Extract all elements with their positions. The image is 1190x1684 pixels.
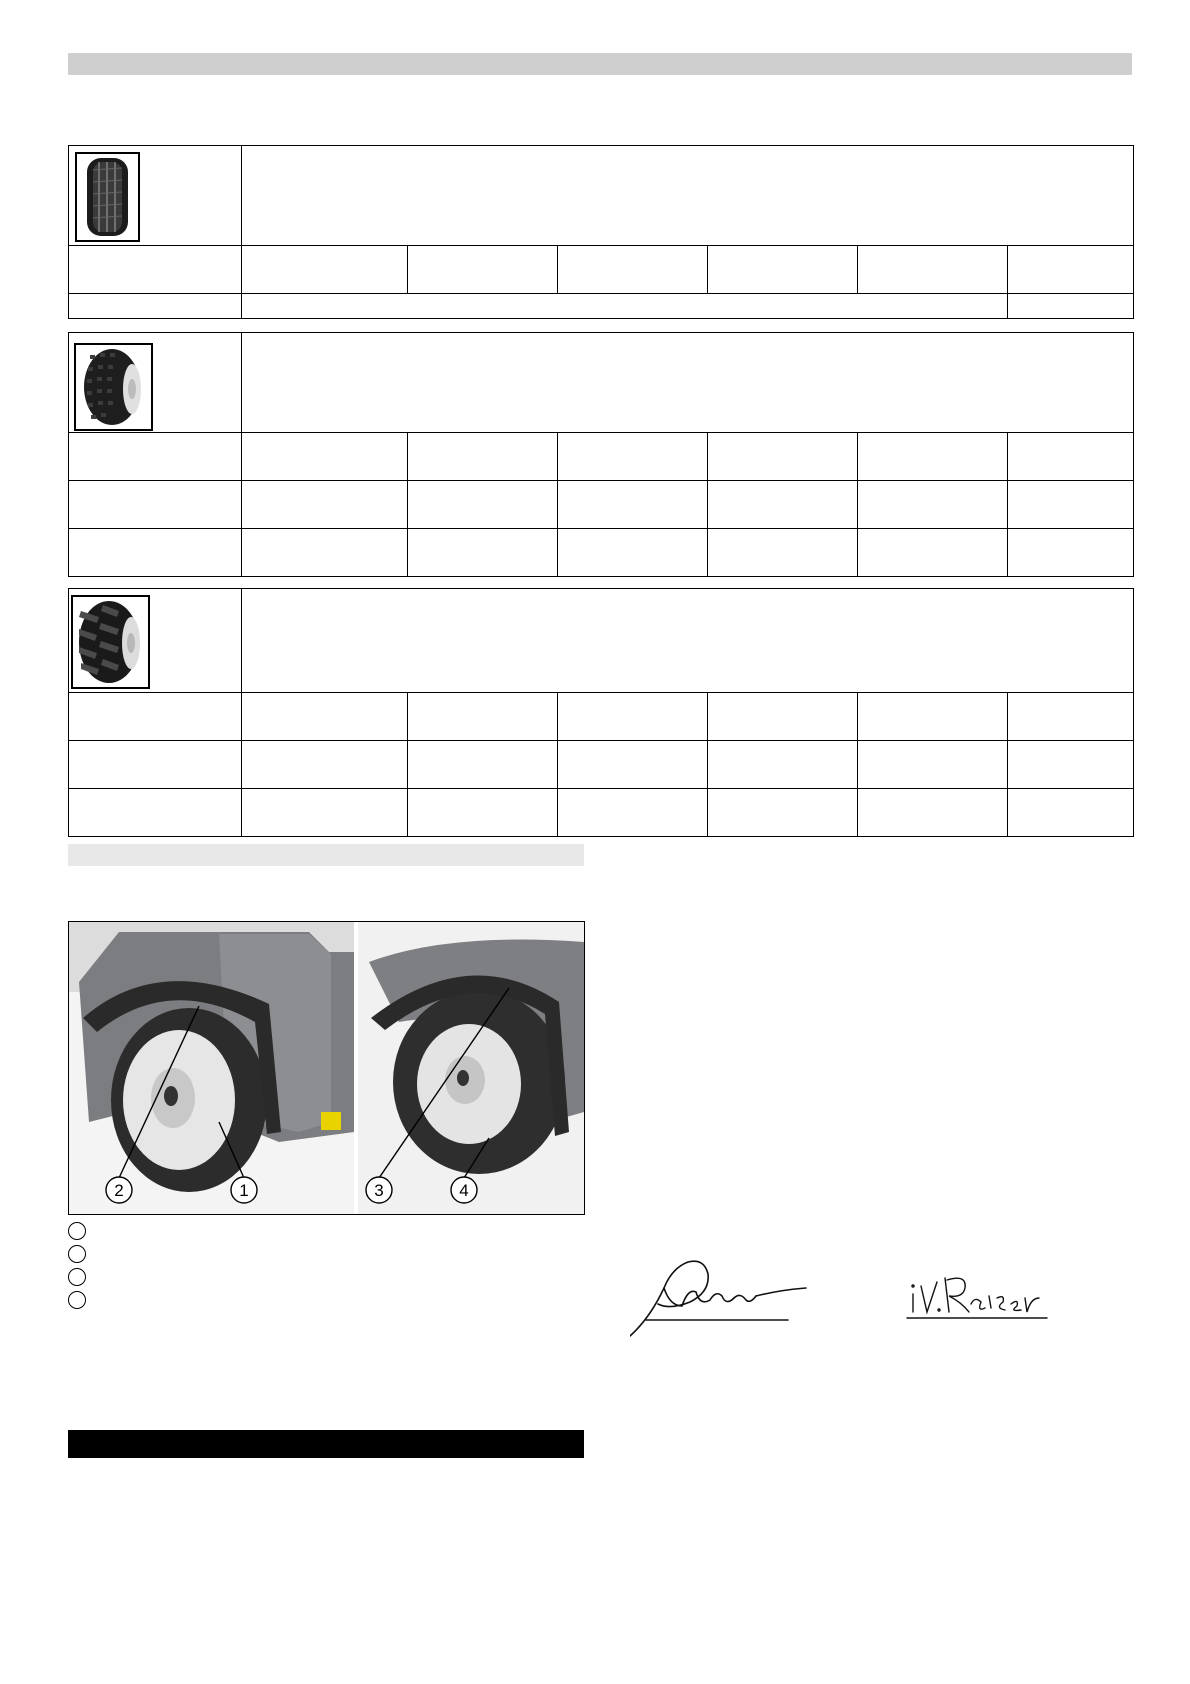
tyre-image-cell xyxy=(69,333,242,433)
table-cell xyxy=(242,481,408,529)
table-cell xyxy=(69,789,242,837)
table-cell xyxy=(408,741,558,789)
callout-label: 4 xyxy=(459,1181,469,1200)
table-cell xyxy=(558,693,708,741)
table-cell xyxy=(858,529,1008,577)
table-cell xyxy=(708,789,858,837)
subsection-bar xyxy=(68,844,584,866)
table-cell xyxy=(858,433,1008,481)
signature-left-icon xyxy=(630,1248,810,1338)
table-cell xyxy=(708,481,858,529)
table-cell xyxy=(858,481,1008,529)
road-tyre-icon xyxy=(75,152,140,242)
table-cell xyxy=(69,246,242,294)
table-cell xyxy=(1008,789,1134,837)
table-cell xyxy=(242,433,408,481)
table-cell xyxy=(558,246,708,294)
table-cell xyxy=(242,741,408,789)
legend-circle-icon xyxy=(68,1222,86,1240)
table-cell xyxy=(69,693,242,741)
turf-tyre-icon xyxy=(74,343,153,431)
table-cell xyxy=(708,693,858,741)
wheel-photo-illustration xyxy=(69,922,584,1214)
signature-right-icon xyxy=(905,1268,1055,1324)
table-cell xyxy=(1008,741,1134,789)
table-cell xyxy=(558,529,708,577)
callout-label: 3 xyxy=(374,1181,384,1200)
table-cell xyxy=(708,741,858,789)
legend-circle-icon xyxy=(68,1245,86,1263)
callout-label: 1 xyxy=(239,1181,249,1200)
table-cell xyxy=(408,433,558,481)
legend-circle-icon xyxy=(68,1291,86,1309)
tyre-image-cell xyxy=(69,589,242,693)
traction-tyre-icon xyxy=(71,595,150,689)
table-cell xyxy=(708,246,858,294)
table-cell xyxy=(408,529,558,577)
tyre-table-traction xyxy=(68,588,1134,837)
table-cell xyxy=(69,481,242,529)
table-cell xyxy=(858,789,1008,837)
table-cell xyxy=(242,693,408,741)
table-cell xyxy=(708,529,858,577)
tyre-description-cell xyxy=(242,146,1134,246)
table-cell xyxy=(1008,246,1134,294)
table-cell xyxy=(558,789,708,837)
tyre-description-cell xyxy=(242,589,1134,693)
table-cell xyxy=(858,246,1008,294)
table-cell xyxy=(408,789,558,837)
table-cell xyxy=(69,294,242,319)
tyre-image-cell xyxy=(69,146,242,246)
table-cell xyxy=(69,433,242,481)
table-cell xyxy=(558,741,708,789)
table-cell xyxy=(69,529,242,577)
header-bar xyxy=(68,53,1132,75)
table-cell xyxy=(558,481,708,529)
tyre-table-turf xyxy=(68,332,1134,577)
table-cell xyxy=(69,741,242,789)
table-cell xyxy=(408,246,558,294)
table-cell xyxy=(242,529,408,577)
legend-circle-icon xyxy=(68,1268,86,1286)
tyre-description-cell xyxy=(242,333,1134,433)
callout-label: 2 xyxy=(114,1181,124,1200)
table-cell xyxy=(242,246,408,294)
tyre-table-road xyxy=(68,145,1134,319)
table-cell xyxy=(242,294,1008,319)
wheel-photo-figure xyxy=(68,921,585,1215)
table-cell xyxy=(408,481,558,529)
table-cell xyxy=(242,789,408,837)
section-header-bar xyxy=(68,1430,584,1458)
table-cell xyxy=(858,693,1008,741)
table-cell xyxy=(858,741,1008,789)
table-cell xyxy=(1008,481,1134,529)
table-cell xyxy=(1008,294,1134,319)
table-cell xyxy=(1008,693,1134,741)
table-cell xyxy=(708,433,858,481)
table-cell xyxy=(408,693,558,741)
table-cell xyxy=(1008,529,1134,577)
table-cell xyxy=(558,433,708,481)
table-cell xyxy=(1008,433,1134,481)
